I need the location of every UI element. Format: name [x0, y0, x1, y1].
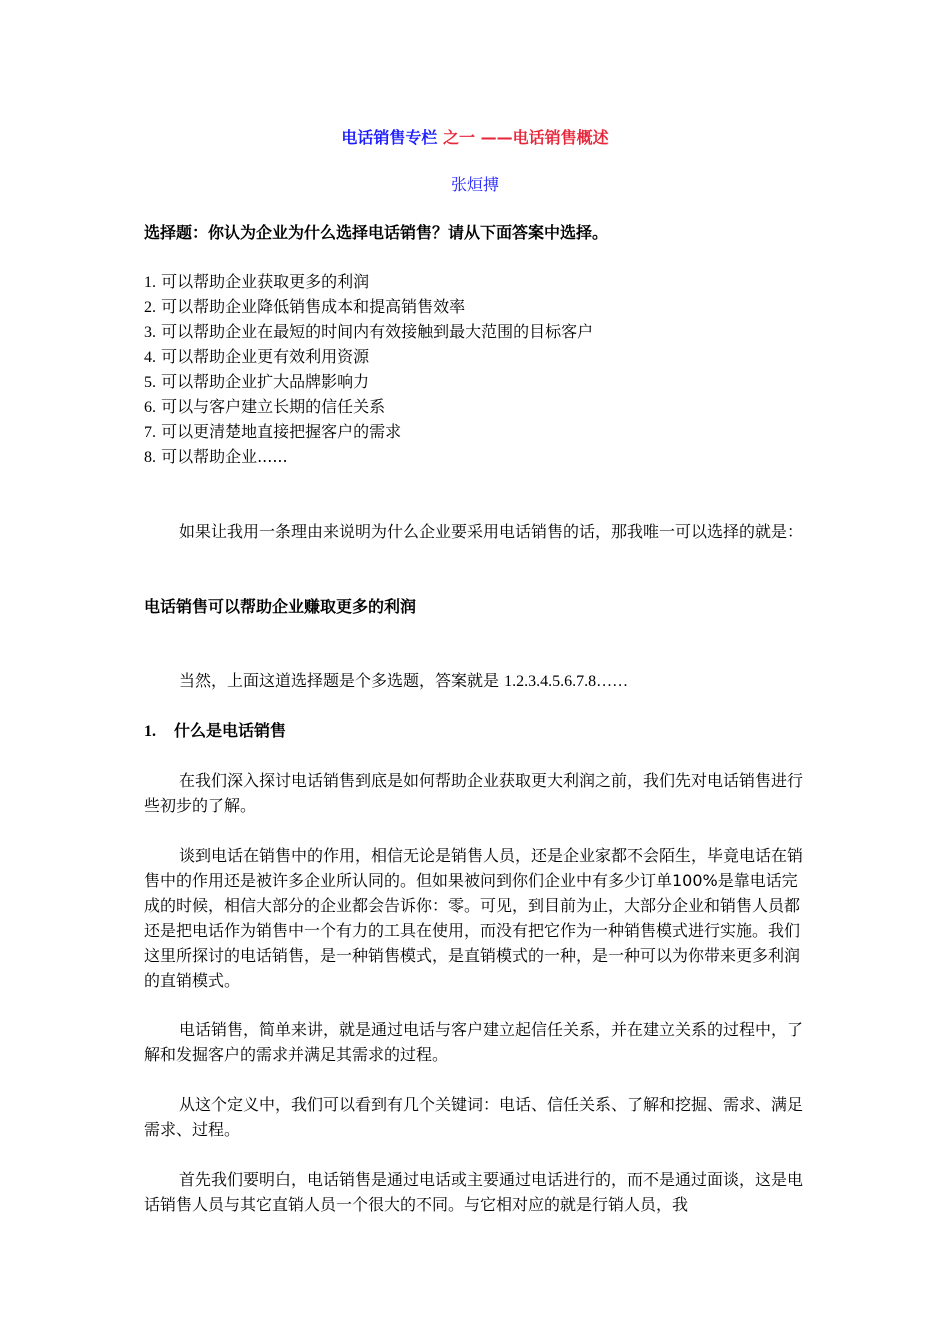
list-item: 3. 可以帮助企业在最短的时间内有效接触到最大范围的目标客户: [144, 322, 594, 341]
list-item: 1. 可以帮助企业获取更多的利润: [144, 272, 370, 291]
paragraph-answer: 当然，上面这道选择题是个多选题，答案就是 1.2.3.4.5.6.7.8……: [179, 671, 629, 690]
options-list: [144, 269, 804, 469]
list-item: 8. 可以帮助企业......: [144, 447, 288, 466]
paragraph: 电话销售，简单来讲，就是通过电话与客户建立起信任关系，并在建立关系的过程中，了解和发掘客户的需求并满足其需求的过程。: [144, 1020, 804, 1064]
list-item: 2. 可以帮助企业降低销售成本和提高销售效率: [144, 297, 466, 316]
list-item: 4. 可以帮助企业更有效利用资源: [144, 347, 370, 366]
author-name: 张烜搏: [450, 175, 499, 194]
question-heading: 选择题：你认为企业为什么选择电话销售？请从下面答案中选择。: [144, 223, 609, 242]
section-heading: 1. 什么是电话销售: [144, 721, 287, 740]
list-item: 7. 可以更清楚地直接把握客户的需求: [144, 422, 402, 441]
document-title: [0, 126, 950, 150]
title-column-name: 电话销售专栏: [341, 128, 438, 147]
paragraph: 谈到电话在销售中的作用，相信无论是销售人员，还是企业家都不会陌生，毕竟电话在销售中的作用还是被许多企业所认同的。但如果被问到你们企业中有多少订单100%是靠电话完成的时候，相信大部分的企业都会告诉你：零。可见，到目前为止，大部分企业和销售人员都还是把电话作为销售中一个有力的工具在使用，而没有把它作为一种销售模式进行实施。我们这里所探讨的电话销售，是一种销售模式，是直销模式的一种，是一种可以为你带来更多利润的直销模式。: [144, 846, 804, 990]
paragraph: 首先我们要明白，电话销售是通过电话或主要通过电话进行的，而不是通过面谈，这是电话销售人员与其它直销人员一个很大的不同。与它相对应的就是行销人员，我: [144, 1170, 804, 1214]
paragraph: 在我们深入探讨电话销售到底是如何帮助企业获取更大利润之前，我们先对电话销售进行些初步的了解。: [144, 771, 804, 815]
list-item: 6. 可以与客户建立长期的信任关系: [144, 397, 386, 416]
key-reason: 电话销售可以帮助企业赚取更多的利润: [144, 597, 417, 616]
paragraph: 从这个定义中，我们可以看到有几个关键词：电话、信任关系、了解和挖掘、需求、满足需求、过程。: [144, 1095, 804, 1139]
paragraph-reason: 如果让我用一条理由来说明为什么企业要采用电话销售的话，那我唯一可以选择的就是：: [179, 522, 804, 541]
title-subject: 之一 ——电话销售概述: [437, 128, 609, 147]
list-item: 5. 可以帮助企业扩大品牌影响力: [144, 372, 370, 391]
